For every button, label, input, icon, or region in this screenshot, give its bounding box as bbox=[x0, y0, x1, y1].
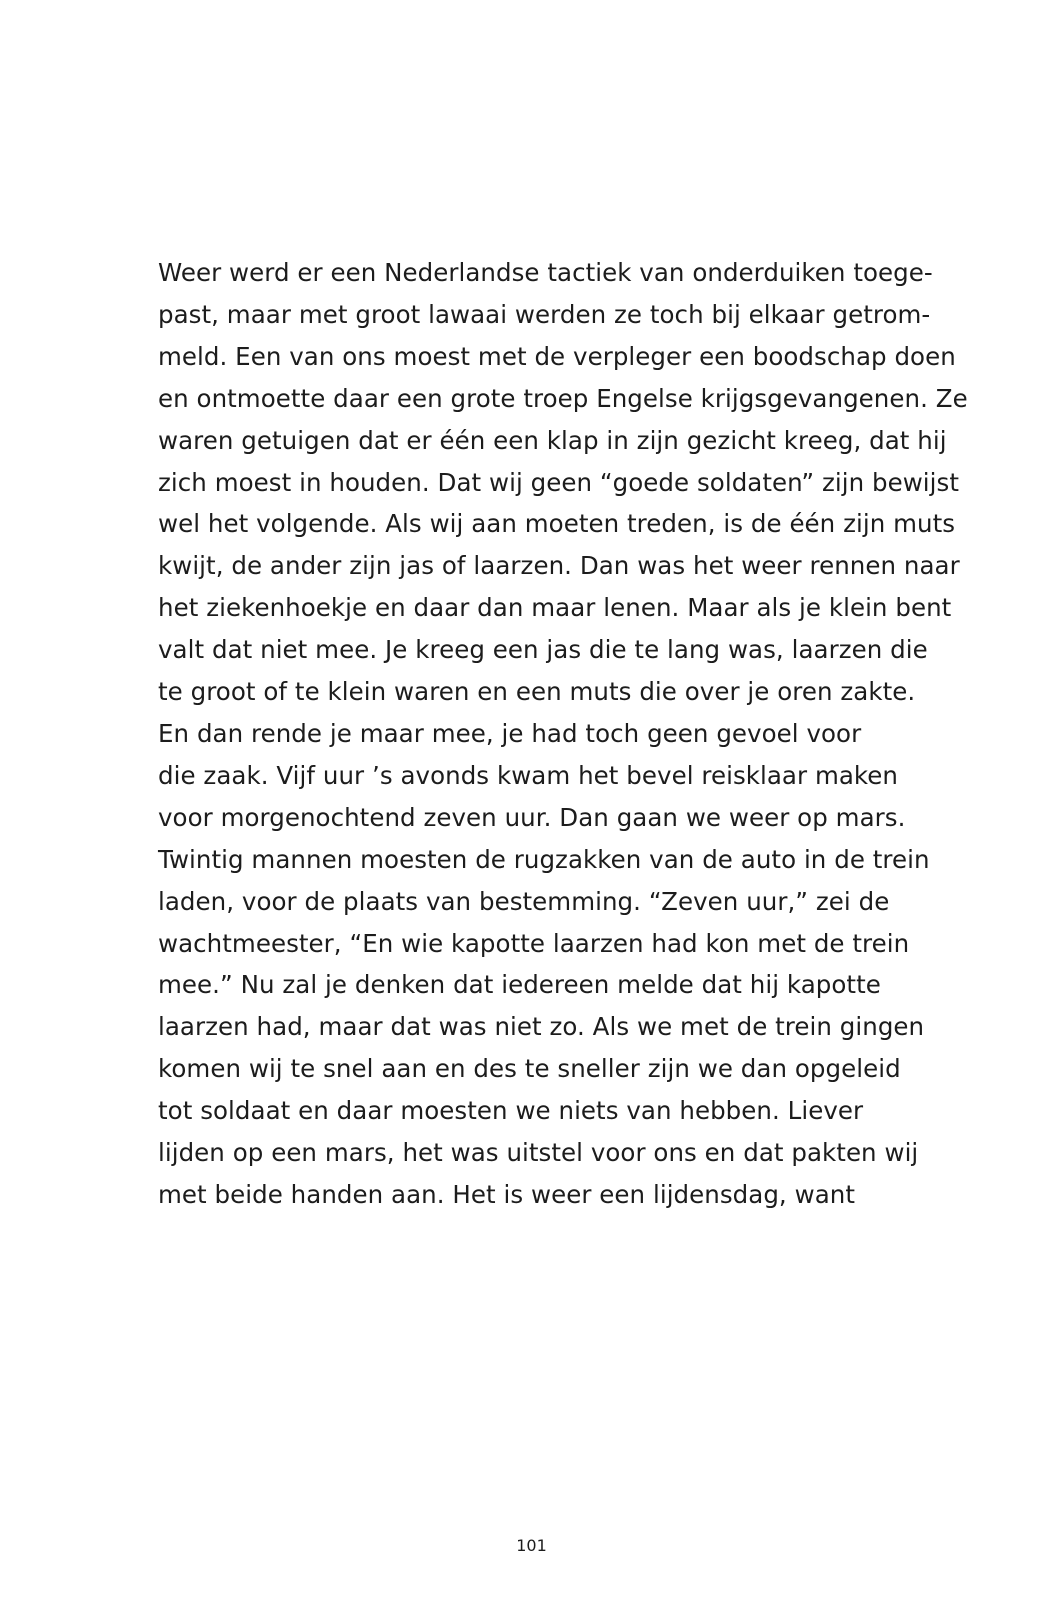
text-line: die zaak. Vijf uur ’s avonds kwam het bevel reisklaar maken bbox=[158, 760, 898, 790]
text-line: voor morgenochtend zeven uur. Dan gaan we weer op mars. bbox=[158, 802, 906, 832]
text-line: het ziekenhoekje en daar dan maar lenen. Maar als je klein bent bbox=[158, 593, 952, 623]
text-line: wel het volgende. Als wij aan moeten treden, is de één zijn muts bbox=[158, 509, 956, 539]
text-line: valt dat niet mee. Je kreeg een jas die te lang was, laarzen die bbox=[158, 635, 928, 665]
text-line: past, maar met groot lawaai werden ze toch bij elkaar getrom- bbox=[158, 299, 931, 329]
text-line: met beide handen aan. Het is weer een lijdensdag, want bbox=[158, 1179, 855, 1209]
text-line: komen wij te snel aan en des te sneller zijn we dan opgeleid bbox=[158, 1054, 901, 1084]
text-line: Weer werd er een Nederlandse tactiek van onderduiken toege- bbox=[158, 258, 933, 287]
text-line: laarzen had, maar dat was niet zo. Als we met de trein gingen bbox=[158, 1012, 925, 1042]
text-line: lijden op een mars, het was uitstel voor ons en dat pakten wij bbox=[158, 1138, 919, 1168]
text-line: en ontmoette daar een grote troep Engelse krijgsgevangenen. Ze bbox=[158, 383, 968, 413]
text-line: meld. Een van ons moest met de verpleger een boodschap doen bbox=[158, 341, 956, 371]
text-line: mee.” Nu zal je denken dat iedereen melde dat hij kapotte bbox=[158, 970, 881, 1000]
text-line: zich moest in houden. Dat wij geen “goede soldaten” zijn bewijst bbox=[158, 467, 959, 497]
text-line: laden, voor de plaats van bestemming. “Zeven uur,” zei de bbox=[158, 886, 890, 916]
body-paragraph bbox=[158, 252, 978, 1216]
page-number: 101 bbox=[516, 1536, 547, 1555]
text-line: kwijt, de ander zijn jas of laarzen. Dan was het weer rennen naar bbox=[158, 551, 960, 581]
text-line: te groot of te klein waren en een muts die over je oren zakte. bbox=[158, 677, 916, 707]
text-line: waren getuigen dat er één een klap in zijn gezicht kreeg, dat hij bbox=[158, 425, 947, 455]
text-line: En dan rende je maar mee, je had toch geen gevoel voor bbox=[158, 718, 862, 748]
text-line: tot soldaat en daar moesten we niets van hebben. Liever bbox=[158, 1096, 864, 1126]
text-line: wachtmeester, “En wie kapotte laarzen had kon met de trein bbox=[158, 928, 910, 958]
text-line: Twintig mannen moesten de rugzakken van de auto in de trein bbox=[158, 844, 930, 874]
